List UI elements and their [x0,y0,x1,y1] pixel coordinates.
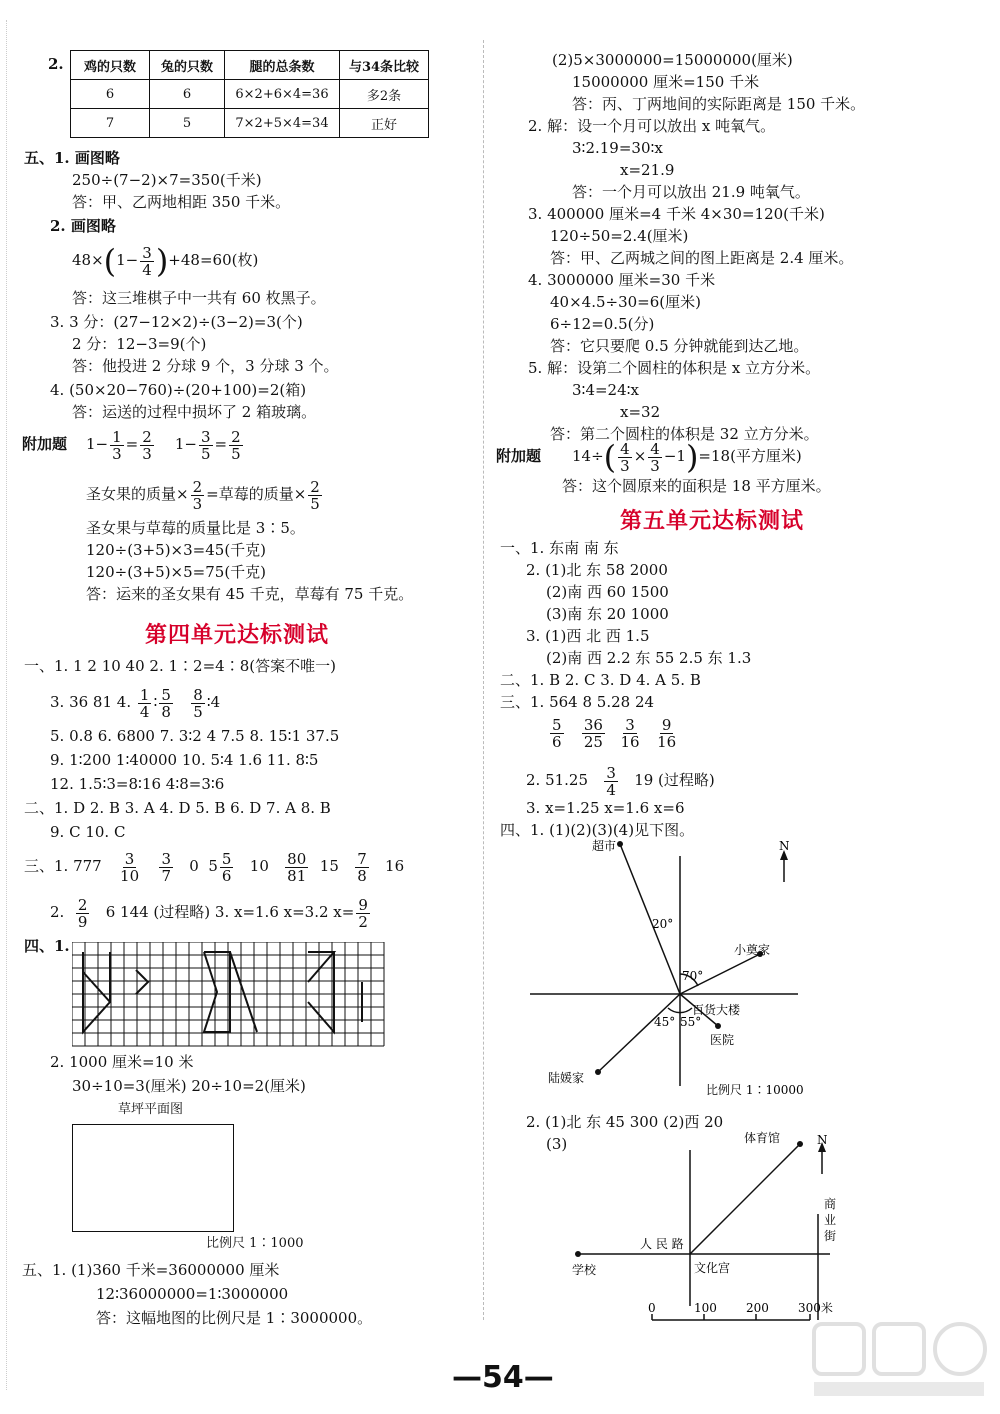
cell: 多2条 [340,80,429,109]
line: 五、1. (1)360 千米=36000000 厘米 [22,1261,280,1279]
line: 120÷(3+5)×3=45(千克) [86,541,267,559]
line: 二、1. D 2. B 3. A 4. D 5. B 6. D 7. A 8. B [24,799,331,817]
line: 答：丙、丁两地间的实际距离是 150 千米。 [572,95,866,113]
angle-label: 20° [652,917,674,931]
line: 30÷10=3(厘米) 20÷10=2(厘米) [72,1077,306,1095]
line: 250÷(7−2)×7=350(千米) [72,171,262,189]
label: 小奠家 [734,943,771,957]
cell: 6 [150,80,225,109]
line: 二、1. B 2. C 3. D 4. A 5. B [500,671,701,689]
line: 答：甲、乙两城之间的图上距离是 2.4 厘米。 [550,249,854,267]
angle-label: 70° [682,969,704,983]
line: 四、1. (1)(2)(3)(4)见下图。 [500,821,695,839]
formula-line [72,240,258,280]
angle-label: 55° [680,1015,702,1029]
label: 超市 [592,839,617,853]
line: 2. (1)北 东 45 300 (2)西 20 [526,1113,724,1131]
formula-line: 圣女果的质量× $\frac{2}{3}$ =草莓的质量× $\frac{2}{5}$ [86,477,320,513]
cell: 5 [150,109,225,138]
scale-tick: 0 [648,1301,656,1315]
line: 答：它只要爬 0.5 分钟就能到达乙地。 [550,337,809,355]
angle-label: 45° [654,1015,676,1029]
line: 答：他投进 2 分球 9 个，3 分球 3 个。 [72,357,339,375]
line: 5. 0.8 6. 6800 7. 3∶2 4 7.5 8. 15∶1 37.5 [50,727,340,745]
txt: 48× [72,251,104,269]
line: 2. 1000 厘米=10 米 [50,1053,194,1071]
line: (3) [546,1135,568,1153]
bonus-label: 附加题 [22,435,68,453]
line: x=32 [620,403,661,421]
formula-line: 2. 51.25 $\frac{3}{4}$ 19 (过程略) [526,763,715,799]
th: 与34条比较 [340,51,429,80]
paren: ) [155,242,169,280]
line: 3. x=1.25 x=1.6 x=6 [526,799,685,817]
line: 四、1. [24,937,70,955]
line: 12∶36000000=1∶3000000 [96,1285,289,1303]
line: 2. (1)北 东 58 2000 [526,561,668,579]
cell: 6×2+6×4=36 [225,80,340,109]
line: 6÷12=0.5(分) [550,315,655,333]
formula-line: $\frac{5}{6}$ $\frac{36}{25}$ $\frac{3}{16}$ $\frac{9}{16}$ [552,715,677,751]
line: 9. C 10. C [50,823,126,841]
line: 答：一个月可以放出 21.9 吨氧气。 [572,183,810,201]
road-label: 人 民 路 [640,1237,684,1251]
label: 百货大楼 [692,1003,741,1017]
line: 答：甲、乙两地相距 350 千米。 [72,193,291,211]
label: 陆媛家 [548,1071,585,1085]
label: 文化宫 [694,1261,731,1275]
formula-line: 14÷( $\frac{4}{3}$ × $\frac{4}{3}$ −1)=18(平方厘米) [572,438,802,476]
unit5-title: 第五单元达标测试 [620,509,805,534]
line: x=21.9 [620,161,675,179]
line: 3∶4=24∶x [572,381,640,399]
line: 4. (50×20−760)÷(20+100)=2(箱) [50,381,307,399]
line: (3)南 东 20 1000 [546,605,669,623]
line: 4. 3000000 厘米=30 千米 [528,271,716,289]
fraction [140,245,154,278]
line: 一、1. 1 2 10 40 2. 1∶2=4∶8(答案不唯一) [24,657,336,675]
label: 街 [824,1229,837,1243]
margin-line [6,20,7,1390]
direction-diagram-2 [560,1130,850,1330]
cell: 7×2+5×4=34 [225,109,340,138]
scale-label: 比例尺 1∶10000 [706,1083,804,1097]
map-title: 草坪平面图 [118,1102,184,1117]
line: 答：这三堆棋子中一共有 60 枚黑子。 [72,289,326,307]
cell: 6 [71,80,150,109]
line: 圣女果与草莓的质量比是 3∶5。 [86,519,305,537]
line: 5. 解：设第二个圆柱的体积是 x 立方分米。 [528,359,821,377]
line: 答：运送的过程中损坏了 2 箱玻璃。 [72,403,317,421]
formula-line: 3. 36 81 4. $\frac{1}{4}$ ∶ $\frac{5}{8}$ $\frac{8}{5}$ ∶4 [50,685,221,721]
direction-diagram-1 [520,836,820,1106]
lawn-rect [72,1124,234,1232]
label: 医院 [710,1033,735,1047]
line: 一、1. 东南 南 东 [500,539,619,557]
scale-tick: 100 [694,1301,717,1315]
line: 15000000 厘米=150 千米 [572,73,760,91]
line: (2)5×3000000=15000000(厘米) [552,51,793,69]
line: 3. (1)西 北 西 1.5 [526,627,650,645]
column-divider [483,40,484,1320]
line: (2)南 西 60 1500 [546,583,669,601]
cell: 正好 [340,109,429,138]
line: 2. 解：设一个月可以放出 x 吨氧气。 [528,117,776,135]
line: 2 分：12−3=9(个) [72,335,207,353]
map-scale: 比例尺 1∶1000 [206,1236,304,1251]
line: 3∶2.19=30∶x [572,139,663,157]
paren: ( [103,242,117,280]
num: 3 [142,243,152,262]
label: 业 [824,1213,837,1227]
line: 五、1. 画图略 [24,149,120,167]
label: 商 [824,1197,837,1211]
scale-tick: 200 [746,1301,769,1315]
bonus-label: 附加题 [496,447,542,465]
line: 三、1. 564 8 5.28 24 [500,693,655,711]
scale-tick: 300米 [798,1301,833,1315]
page-number: —54— [452,1360,554,1395]
chicken-rabbit-table [70,50,429,138]
cell: 7 [71,109,150,138]
grid-figure [72,942,392,1048]
txt: 1− [116,251,139,269]
line: 答：运来的圣女果有 45 千克，草莓有 75 千克。 [86,585,414,603]
unit4-title: 第四单元达标测试 [145,623,330,648]
watermark-logo [810,1320,990,1400]
formula-line: 1− $\frac{1}{3}$ = $\frac{2}{3}$ 1− $\frac{3}{5}$ = $\frac{2}{5}$ [86,427,241,463]
formula-line: 三、1. 777 $\frac{3}{10}$ $\frac{3}{7}$ 0 5 $\frac{5}{6}$ 10 $\frac{80}{81}$ 15 $\frac{7}{8}$ 16 [24,849,405,885]
den: 4 [142,260,152,279]
q-label: 2. [48,55,64,73]
line: 40×4.5÷30=6(厘米) [550,293,701,311]
label: 学校 [572,1263,597,1277]
line: 答：这个圆原来的面积是 18 平方厘米。 [562,477,831,495]
line: 3. 3 分：(27−12×2)÷(3−2)=3(个) [50,313,303,331]
line: 120÷50=2.4(厘米) [550,227,689,245]
th: 鸡的只数 [71,51,150,80]
line: 120÷(3+5)×5=75(千克) [86,563,267,581]
line: 3. 400000 厘米=4 千米 4×30=120(千米) [528,205,825,223]
line: 12. 1.5∶3=8∶16 4∶8=3∶6 [50,775,225,793]
line: 2. 画图略 [50,217,116,235]
txt: +48=60(枚) [168,251,259,269]
line: 答：这幅地图的比例尺是 1∶3000000。 [96,1309,373,1327]
line: 9. 1∶200 1∶40000 10. 5∶4 1.6 11. 8∶5 [50,751,319,769]
line: (2)南 西 2.2 东 55 2.5 东 1.3 [546,649,752,667]
th: 兔的只数 [150,51,225,80]
th: 腿的总条数 [225,51,340,80]
north-label: N [817,1133,828,1147]
label: 体育馆 [744,1131,781,1145]
formula-line: 2. $\frac{2}{9}$ 6 144 (过程略) 3. x=1.6 x=3.2 x= $\frac{9}{2}$ [50,895,368,931]
north-label: N [779,839,790,853]
line: 答：第二个圆柱的体积是 32 立方分米。 [550,425,819,443]
